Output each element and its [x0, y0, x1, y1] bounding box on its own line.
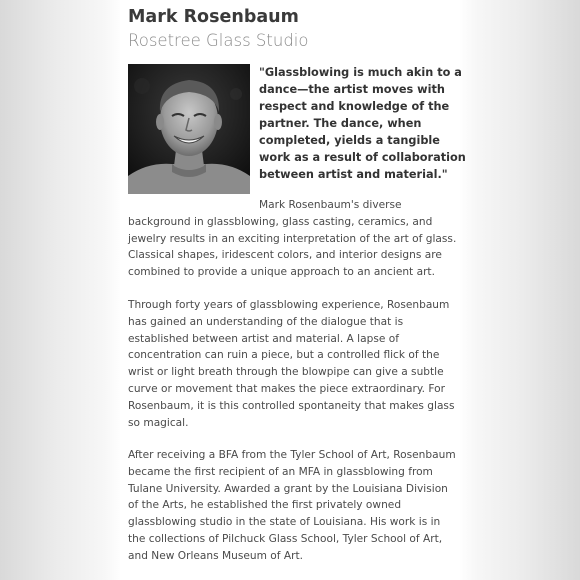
paragraph-line: wrist or light breath through the blowpipe can give a subtle — [128, 366, 444, 379]
paragraph-line: Classical shapes, iridescent colors, and interior designs are — [128, 249, 442, 262]
artist-name: Mark Rosenbaum — [128, 7, 299, 27]
paragraph-line: After receiving a BFA from the Tyler School of Art, Rosenbaum — [128, 449, 456, 461]
quote-line: "Glassblowing is much akin to a — [259, 66, 462, 79]
paragraph-line: glassblowing studio in the state of Louisiana. His work is in — [128, 516, 441, 529]
paragraph-line: so magical. — [128, 416, 189, 429]
paragraph-line: combined to provide a unique approach to an ancient art. — [128, 266, 435, 279]
paragraph-line: Tulane University. Awarded a grant by the Louisiana Division — [128, 482, 448, 495]
paragraph-line: has gained an understanding of the dialogue that is — [128, 315, 404, 328]
quote-line: respect and knowledge of the — [259, 100, 450, 113]
artist-portrait — [128, 64, 250, 194]
bio-paragraph-3 — [128, 447, 462, 565]
quote-line: partner. The dance, when — [259, 117, 422, 130]
paragraph-line: Rosenbaum, it is this controlled spontaneity that makes glass — [128, 399, 455, 412]
paragraph-line: curve or movement that makes the piece extraordinary. For — [128, 382, 445, 395]
paragraph-line: became the first recipient of an MFA in glassblowing from — [128, 465, 433, 478]
paragraph-line: established between artist and material. A lapse of — [128, 332, 399, 345]
paragraph-line: Through forty years of glassblowing experience, Rosenbaum — [128, 299, 450, 311]
paragraph-line: of the Arts, he established the first privately owned — [128, 499, 402, 512]
studio-name: Rosetree Glass Studio — [128, 31, 309, 50]
bio-paragraph-1 — [128, 197, 462, 281]
bio-paragraph-2 — [128, 297, 462, 431]
quote-line: dance—the artist moves with — [259, 83, 445, 96]
paragraph-line: Mark Rosenbaum's diverse — [259, 199, 402, 211]
paragraph-line: the collections of Pilchuck Glass School, Tyler School of Art, — [128, 532, 443, 545]
artist-quote — [259, 64, 466, 183]
artist-bio-page — [120, 0, 466, 580]
quote-line: between artist and material." — [259, 168, 448, 181]
quote-line: completed, yields a tangible — [259, 134, 440, 147]
quote-line: work as a result of collaboration — [259, 151, 466, 164]
paragraph-line: background in glassblowing, glass casting, ceramics, and — [128, 215, 433, 228]
paragraph-line: and New Orleans Museum of Art. — [128, 549, 304, 562]
paragraph-line: jewelry results in an exciting interpretation of the art of glass. — [128, 232, 457, 245]
paragraph-line: concentration can ruin a piece, but a controlled flick of the — [128, 349, 440, 362]
